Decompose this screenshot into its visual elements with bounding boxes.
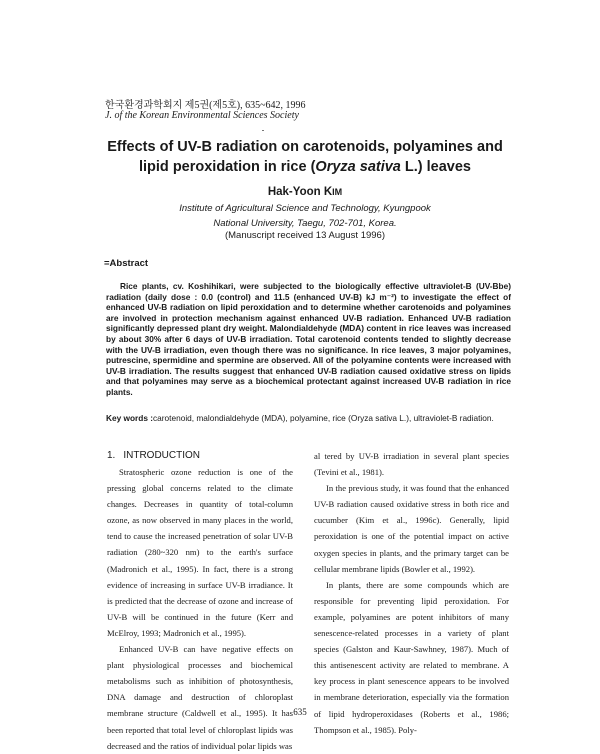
author-family-rest: IM (332, 187, 343, 197)
column-right (314, 448, 509, 738)
section-heading (107, 448, 293, 464)
author-given: Hak-Yoon (267, 186, 324, 198)
author-family-initial: K (323, 186, 333, 198)
affiliation (95, 201, 515, 231)
paragraph: In the previous study, it was found that the enhanced UV-B radiation caused oxidative stress in both rice and cucumber (Kim et al., 1996c). Generally, lipid peroxidation is one of the potential impact on active oxygen species in plants, and the primary target can be cellular membrane lipids (Bowler et al., 1992). (314, 483, 509, 574)
abstract-heading: =Abstract (104, 258, 149, 269)
korean-citation: 한국환경과학회지 제5권(제5호), 635~642, 1996 (105, 100, 306, 111)
affiliation-line2: National University, Taegu, 702-701, Korea. (213, 218, 397, 229)
received-date: (Manuscript received 13 August 1996) (224, 230, 385, 241)
section-title: INTRODUCTION (123, 450, 201, 461)
journal-name: J. of the Korean Environmental Sciences Society (105, 110, 299, 121)
keywords-label: Key words : (106, 413, 154, 423)
keywords (106, 413, 511, 424)
title-part1: Effects of UV-B radiation on carotenoids, polyamines and lipid peroxidation in rice ( (107, 139, 503, 175)
paper-title (95, 137, 515, 177)
title-species: Oryza sativa (315, 159, 401, 175)
affiliation-line1: Institute of Agricultural Science and Technology, Kyungpook (179, 203, 431, 214)
paragraph: In plants, there are some compounds which are responsible for preventing lipid peroxidation. For example, polyamines are potent inhibitors of many senescence-related processes in a variety of plant species (Galston and Kaur-Sawhney, 1987). Much of this antisenescent activity are related to membrane. A key process in plant senescence appears to be involved in membrane deterioration, especially via the formation of lipid hydroperoxidases (Roberts et al., 1986; Thompson et al., 1985). Poly- (314, 579, 509, 735)
paragraph: al tered by UV-B irradiation in several plant species (Tevini et al., 1981). (314, 451, 509, 478)
page-number: 635 (293, 707, 307, 717)
paragraph: Stratospheric ozone reduction is one of the pressing global concerns related to the climate changes. Decreases in quantity of total-column ozone, as now observed in many places in the world, tend to cause the increased penetration of solar UV-B radiation (280~320 nm) to the earth's surface (Madronich et al., 1995). In fact, there is a strong evidence of increasing in surface UV-B irradiance. It is predicted that the decrease of ozone and increase of UV-B will be continued in the future (Kerr and McElroy, 1993; Madronich et al., 1995). (107, 467, 293, 638)
keywords-list: carotenoid, malondialdehyde (MDA), polyamine, rice (Oryza sativa L.), ultraviolet-B radiation. (153, 413, 494, 423)
section-number: 1. (107, 450, 116, 461)
divider (262, 130, 264, 131)
title-part2: L.) leaves (400, 159, 471, 175)
author (95, 186, 515, 198)
abstract-text: Rice plants, cv. Koshihikari, were subjected to the biologically effective ultraviolet-B (UV-Bbe) radiation (daily dose : 0.0 (control) and 11.5 (enhanced UV-B) kJ m⁻²) to investigate the effect of enhanced UV-B radiation on lipid peroxidation and to determine whether carotenoids and polyamines are involved in protection mechanism against enhanced UV-B radiation. Enhanced UV-B radiation significantly depressed plant dry weight. Malondialdehyde (MDA) content in rice leaves was increased by about 30% after 6 days of UV-B irradiation. Total carotenoid contents tended to slightly decrease with the UV-B irradiation, even though there was no significance. In rice leaves, 3 major polyamines, putrescine, spermidine and spermine are observed. All of the polyamine contents were increased with UV-B irradiation. The results suggest that enhanced UV-B radiation caused oxidative stress on lipids and that polyamines may serve as a biochemical protectant against increased UV-B radiation in rice plants. (106, 281, 511, 397)
paragraph: Enhanced UV-B can have negative effects on plant physiological processes and biochemical metabolisms such as inhibition of photosynthesis, DNA damage and destruction of chloroplast membrane structure (Caldwell et al., 1995). It has been reported that total level of chloroplast lipids was decreased and the ratios of individual polar lipids was (107, 644, 293, 751)
